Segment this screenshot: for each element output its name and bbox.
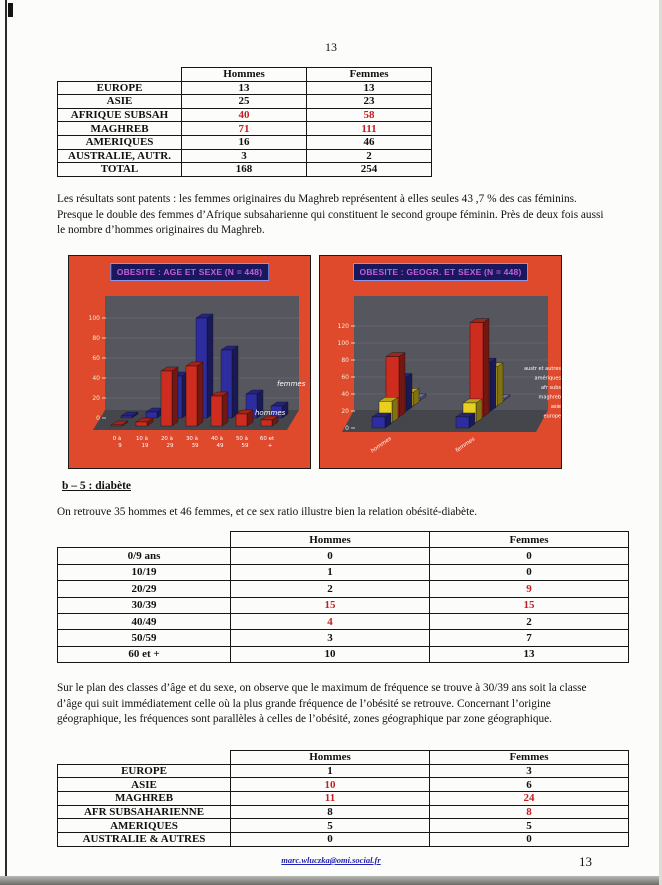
row-label: AFR SUBSAHARIENNE <box>58 805 231 819</box>
corner-cell <box>58 532 231 548</box>
y-tick-label: 40 <box>341 391 349 398</box>
value-cell: 11 <box>231 792 430 806</box>
value-cell: 8 <box>231 805 430 819</box>
value-cell: 1 <box>231 764 430 778</box>
column-header: Hommes <box>231 532 430 548</box>
value-cell: 3 <box>430 764 629 778</box>
x-category-label: 49 <box>216 443 224 449</box>
row-label: 60 et + <box>58 646 231 662</box>
row-label: AUSTRALIE, AUTR. <box>58 149 182 163</box>
value-cell: 0 <box>430 564 629 580</box>
value-cell: 4 <box>231 613 430 629</box>
row-label: 20/29 <box>58 581 231 597</box>
row-label: ASIE <box>58 95 182 109</box>
value-cell: 0 <box>231 548 430 564</box>
value-cell: 10 <box>231 778 430 792</box>
value-cell: 2 <box>430 613 629 629</box>
bar-front <box>186 366 197 426</box>
y-tick-label: 80 <box>92 335 100 342</box>
value-cell: 5 <box>430 819 629 833</box>
bar-side <box>392 397 398 422</box>
x-category-label: 59 <box>241 443 249 449</box>
x-category-label: 20 à <box>160 436 174 442</box>
row-label: AUSTRALIE & AUTRES <box>58 833 231 847</box>
chart-geo-sexe-plot <box>320 282 563 470</box>
table-obesite-origine-sexe <box>57 67 432 177</box>
table-row <box>58 792 629 806</box>
bar-front <box>236 414 247 426</box>
row-label: AMERIQUES <box>58 819 231 833</box>
value-cell: 2 <box>307 149 432 163</box>
header-row <box>58 68 432 82</box>
x-category-label: 30 à <box>185 436 199 442</box>
scan-artifact-corner-mark <box>8 3 13 17</box>
value-cell: 71 <box>182 122 307 136</box>
scan-artifact-left-edge <box>5 0 7 877</box>
column-header: Hommes <box>182 68 307 82</box>
column-header: Femmes <box>430 532 629 548</box>
bar-side <box>490 358 496 411</box>
value-cell: 13 <box>182 81 307 95</box>
chart-title-geo-sexe: OBESITE : GEOGR. ET SEXE (N = 448) <box>353 263 529 281</box>
value-cell: 8 <box>430 805 629 819</box>
footer-email: marc.wluczka@omi.social.fr <box>281 855 381 865</box>
value-cell: 3 <box>231 630 430 646</box>
value-cell: 23 <box>307 95 432 109</box>
value-cell: 3 <box>182 149 307 163</box>
table-row <box>58 81 432 95</box>
charts-row <box>68 255 562 469</box>
row-label: EUROPE <box>58 764 231 778</box>
depth-category-label: europe <box>543 413 561 420</box>
x-category-label: 29 <box>166 443 174 449</box>
value-cell: 58 <box>307 108 432 122</box>
table-row <box>58 564 629 580</box>
row-label: 0/9 ans <box>58 548 231 564</box>
bar-side <box>406 374 412 412</box>
y-tick-label: 80 <box>341 357 349 364</box>
header-row <box>58 532 629 548</box>
chart-title-age-sexe: OBESITE : AGE ET SEXE (N = 448) <box>110 263 269 281</box>
row-label: AFRIQUE SUBSAH <box>58 108 182 122</box>
table-row <box>58 163 432 177</box>
paragraph-analysis: Sur le plan des classes d’âge et du sexe, on observe que le maximum de fréquence se trouve à 30/39 ans soit la classe d’âge qui suit immédiatement celle où la plus grande fréquence de l’obésité se retrouve. Concernant l’origine géographique, les fréquences sont parallèles à celles de l’obésité, zones géographique par zone géographique. <box>57 682 587 726</box>
page-number-bottom: 13 <box>579 854 592 869</box>
column-header: Hommes <box>231 751 430 765</box>
series-label-hommes: hommes <box>255 409 286 417</box>
value-cell: 24 <box>430 792 629 806</box>
header-row <box>58 751 629 765</box>
value-cell: 0 <box>430 548 629 564</box>
x-category-label: 0 à <box>112 436 122 442</box>
bar-side <box>197 362 203 426</box>
row-label: MAGHREB <box>58 792 231 806</box>
y-tick-label: 40 <box>92 375 100 382</box>
row-label: 10/19 <box>58 564 231 580</box>
table-row <box>58 149 432 163</box>
bar-side <box>497 363 503 406</box>
table-row <box>58 581 629 597</box>
bar-side <box>222 392 228 426</box>
depth-category-label: afr subs <box>540 385 561 391</box>
bar-side <box>483 319 489 417</box>
bar-front <box>372 417 385 428</box>
value-cell: 15 <box>430 597 629 613</box>
x-category-label: 9 <box>118 443 122 449</box>
x-category-label: 60 et <box>259 436 275 442</box>
table-row <box>58 805 629 819</box>
bar-front <box>111 425 122 426</box>
table-row <box>58 122 432 136</box>
bar-front <box>121 416 132 418</box>
value-cell: 9 <box>430 581 629 597</box>
table-row <box>58 108 432 122</box>
bar-front <box>136 422 147 426</box>
table-row <box>58 597 629 613</box>
bar-side <box>172 367 178 426</box>
y-tick-label: 100 <box>337 340 349 347</box>
y-tick-label: 0 <box>345 425 349 432</box>
corner-cell <box>58 751 231 765</box>
value-cell: 13 <box>430 646 629 662</box>
table-row <box>58 135 432 149</box>
row-label: 40/49 <box>58 613 231 629</box>
value-cell: 254 <box>307 163 432 177</box>
value-cell: 16 <box>182 135 307 149</box>
bar-side <box>232 346 238 418</box>
series-label-femmes: femmes <box>277 380 306 388</box>
row-label: AMERIQUES <box>58 135 182 149</box>
y-tick-label: 100 <box>88 315 100 322</box>
scan-artifact-bottom-edge <box>0 876 662 885</box>
value-cell: 0 <box>430 833 629 847</box>
bar-side <box>399 353 405 417</box>
value-cell: 1 <box>231 564 430 580</box>
value-cell: 25 <box>182 95 307 109</box>
row-label: 30/39 <box>58 597 231 613</box>
bar-front <box>456 417 469 428</box>
depth-category-label: maghreb <box>538 394 561 401</box>
chart-age-sexe <box>68 255 311 469</box>
paragraph-results: Les résultats sont patents : les femmes originaires du Maghreb représentent à elles seules 43 ,7 % des cas féminins. Presque le double des femmes d’Afrique subsaharienne qui constituent le second groupe féminin. Près de deux fois aussi le nombre d’hommes originaires du Maghreb. <box>57 193 604 237</box>
table-row <box>58 95 432 109</box>
column-header: Femmes <box>307 68 432 82</box>
value-cell: 111 <box>307 122 432 136</box>
x-category-label: 19 <box>141 443 149 449</box>
table-diabete-origine-sexe <box>57 750 629 847</box>
x-category-label: 40 à <box>210 436 224 442</box>
x-category-label: 39 <box>191 443 199 449</box>
value-cell: 46 <box>307 135 432 149</box>
value-cell: 13 <box>307 81 432 95</box>
y-tick-label: 60 <box>341 374 349 381</box>
y-tick-label: 20 <box>341 408 349 415</box>
chart-geo-sexe <box>319 255 562 469</box>
bar-front <box>161 371 172 426</box>
column-header: Femmes <box>430 751 629 765</box>
value-cell: 40 <box>182 108 307 122</box>
group-label: femmes <box>454 436 477 455</box>
y-tick-label: 60 <box>92 355 100 362</box>
depth-category-label: austr et autres <box>524 366 561 372</box>
depth-category-label: amériques <box>534 375 561 382</box>
depth-category-label: asie <box>550 404 561 410</box>
table-row <box>58 764 629 778</box>
table-row <box>58 548 629 564</box>
plot-wall <box>354 296 548 410</box>
bar-front <box>146 412 157 418</box>
x-category-label: + <box>267 443 273 449</box>
value-cell: 7 <box>430 630 629 646</box>
row-label: TOTAL <box>58 163 182 177</box>
section-heading-diabete: b – 5 : diabète <box>62 480 131 492</box>
chart-age-sexe-plot <box>69 282 312 470</box>
value-cell: 5 <box>231 819 430 833</box>
value-cell: 6 <box>430 778 629 792</box>
x-category-label: 10 à <box>135 436 149 442</box>
table-row <box>58 613 629 629</box>
value-cell: 10 <box>231 646 430 662</box>
value-cell: 0 <box>231 833 430 847</box>
paragraph-diabete-intro: On retrouve 35 hommes et 46 femmes, et ce sex ratio illustre bien la relation obésité-diabète. <box>57 506 478 518</box>
table-row <box>58 630 629 646</box>
page-number-top: 13 <box>325 40 337 54</box>
table-row <box>58 778 629 792</box>
value-cell: 168 <box>182 163 307 177</box>
table-row <box>58 819 629 833</box>
table-diabete-age-sexe <box>57 531 629 663</box>
row-label: MAGHREB <box>58 122 182 136</box>
y-tick-label: 120 <box>337 323 349 330</box>
row-label: ASIE <box>58 778 231 792</box>
value-cell: 2 <box>231 581 430 597</box>
value-cell: 15 <box>231 597 430 613</box>
group-label: hommes <box>369 435 393 455</box>
y-tick-label: 0 <box>96 415 100 422</box>
x-category-label: 50 à <box>235 436 249 442</box>
corner-cell <box>58 68 182 82</box>
table-row <box>58 833 629 847</box>
table-row <box>58 646 629 662</box>
y-tick-label: 20 <box>92 395 100 402</box>
bar-front <box>211 396 222 426</box>
row-label: 50/59 <box>58 630 231 646</box>
row-label: EUROPE <box>58 81 182 95</box>
bar-front <box>261 420 272 426</box>
